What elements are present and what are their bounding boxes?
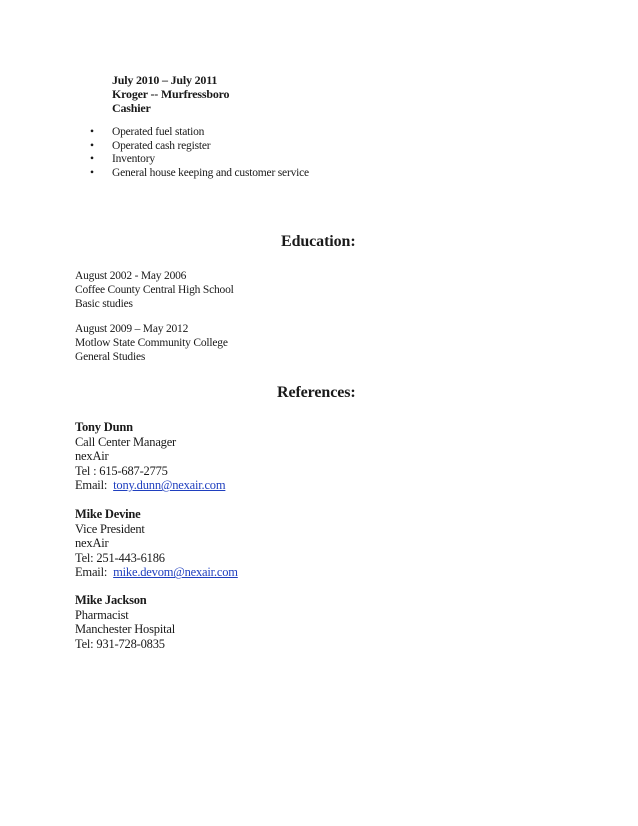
- email-label: Email:: [75, 565, 108, 580]
- reference-role: Call Center Manager: [75, 434, 177, 449]
- reference-role: Vice President: [75, 521, 145, 536]
- education-entry-high-school: [75, 269, 234, 311]
- duty-text: Inventory: [112, 153, 155, 165]
- reference-tel: Tel: 931-728-0835: [75, 636, 165, 651]
- email-label: Email:: [75, 478, 108, 493]
- reference-entry-tony-dunn: [75, 420, 225, 493]
- reference-name: Mike Jackson: [75, 593, 147, 607]
- education-dates: August 2009 – May 2012: [75, 323, 189, 335]
- reference-role: Pharmacist: [75, 607, 129, 622]
- education-school: Motlow State Community College: [75, 337, 228, 349]
- education-school: Coffee County Central High School: [75, 284, 234, 296]
- reference-name: Tony Dunn: [75, 420, 133, 434]
- reference-entry-mike-jackson: [75, 593, 175, 651]
- email-link[interactable]: tony.dunn@nexair.com: [113, 478, 226, 493]
- list-item: [90, 167, 309, 181]
- bullet-icon: •: [90, 126, 94, 138]
- reference-name: Mike Devine: [75, 507, 141, 521]
- bullet-icon: •: [90, 166, 94, 179]
- bullet-icon: •: [90, 139, 94, 152]
- reference-email-line: [75, 565, 238, 580]
- email-link[interactable]: mike.devom@nexair.com: [113, 565, 238, 580]
- references-heading: References:: [277, 384, 356, 401]
- duty-text: Operated fuel station: [112, 126, 205, 138]
- duty-text: General house keeping and customer service: [112, 166, 309, 179]
- reference-email-line: [75, 478, 225, 493]
- list-item: [90, 126, 309, 140]
- reference-company: nexAir: [75, 536, 109, 551]
- reference-company: Manchester Hospital: [75, 622, 175, 637]
- job-dates: July 2010 – July 2011: [112, 73, 218, 87]
- education-program: Basic studies: [75, 298, 133, 310]
- job-duties-list: [90, 126, 309, 180]
- education-heading: Education:: [281, 233, 356, 250]
- job-title: Cashier: [112, 101, 151, 115]
- list-item: [90, 153, 309, 167]
- education-program: General Studies: [75, 351, 146, 363]
- duty-text: Operated cash register: [112, 139, 211, 152]
- bullet-icon: •: [90, 153, 94, 165]
- list-item: [90, 140, 309, 154]
- education-dates: August 2002 - May 2006: [75, 270, 187, 282]
- reference-company: nexAir: [75, 449, 109, 464]
- reference-entry-mike-devine: [75, 507, 238, 580]
- job-header: [112, 73, 229, 115]
- job-employer: Kroger -- Murfressboro: [112, 87, 230, 101]
- reference-tel: Tel: 251-443-6186: [75, 550, 165, 565]
- education-entry-college: [75, 322, 228, 364]
- reference-tel: Tel : 615-687-2775: [75, 463, 168, 478]
